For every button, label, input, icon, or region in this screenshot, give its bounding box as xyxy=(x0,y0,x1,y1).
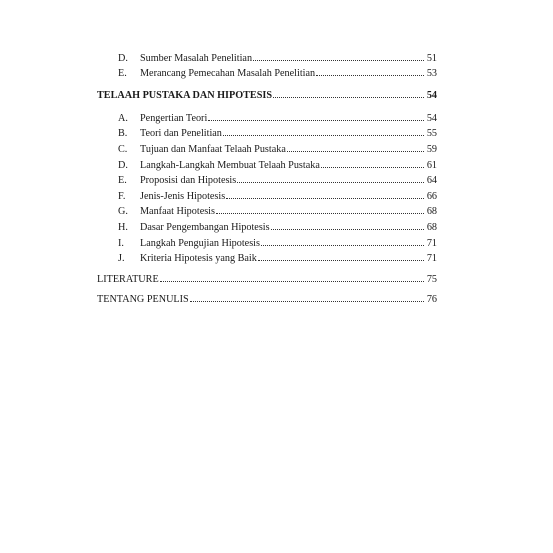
toc-entry-page: 61 xyxy=(426,159,437,171)
dot-leader xyxy=(216,213,424,214)
toc-entry-title: Sumber Masalah Penelitian xyxy=(140,52,253,64)
toc-entry-title: Proposisi dan Hipotesis xyxy=(140,175,237,187)
dot-leader xyxy=(321,167,424,168)
dot-leader xyxy=(271,229,424,230)
toc-entry-title: Tujuan dan Manfaat Telaah Pustaka xyxy=(140,143,286,155)
toc-entry-page: 53 xyxy=(426,68,437,80)
toc-section-page: 76 xyxy=(426,294,437,306)
dot-leader xyxy=(190,301,424,302)
dot-leader xyxy=(273,97,424,98)
toc-entry-title: Jenis-Jenis Hipotesis xyxy=(140,190,226,202)
toc-entry-page: 68 xyxy=(426,221,437,233)
spacer xyxy=(97,101,437,108)
toc-chapter-title: TELAAH PUSTAKA DAN HIPOTESIS xyxy=(97,90,273,102)
toc-entry-letter: I. xyxy=(118,237,124,249)
toc-entry-letter: G. xyxy=(118,206,128,218)
toc-entry-jenis-hipotesis[interactable] xyxy=(97,186,437,202)
toc-entry-letter: F. xyxy=(118,190,126,202)
dot-leader xyxy=(160,281,424,282)
toc-entry-dasar-pengembangan[interactable] xyxy=(97,217,437,233)
toc-entry-page: 66 xyxy=(426,190,437,202)
toc-entry-title: Teori dan Penelitian xyxy=(140,128,222,140)
toc-entry-page: 64 xyxy=(426,175,437,187)
toc-entry-page: 54 xyxy=(426,112,437,124)
toc-entry-title: Langkah Pengujian Hipotesis xyxy=(140,237,260,249)
dot-leader xyxy=(223,135,424,136)
toc-entry-langkah-telaah[interactable] xyxy=(97,155,437,171)
toc-entry-title: Dasar Pengembangan Hipotesis xyxy=(140,221,270,233)
toc-entry-title: Merancang Pemecahan Masalah Penelitian xyxy=(140,68,316,80)
table-of-contents xyxy=(97,48,437,305)
toc-entry-manfaat-hipotesis[interactable] xyxy=(97,202,437,218)
dot-leader xyxy=(208,120,424,121)
toc-entry-sumber-masalah[interactable] xyxy=(97,48,437,64)
toc-entry-title: Manfaat Hipotesis xyxy=(140,206,215,218)
toc-entry-letter: C. xyxy=(118,143,128,155)
toc-section-tentang-penulis[interactable] xyxy=(97,290,437,306)
toc-entry-title: Kriteria Hipotesis yang Baik xyxy=(140,253,257,265)
toc-chapter-telaah-pustaka[interactable] xyxy=(97,85,437,101)
dot-leader xyxy=(226,198,424,199)
toc-entry-page: 59 xyxy=(426,143,437,155)
toc-entry-letter: B. xyxy=(118,128,128,140)
toc-section-page: 75 xyxy=(426,273,437,285)
toc-entry-title: Pengertian Teori xyxy=(140,112,208,124)
toc-entry-merancang-pemecahan[interactable] xyxy=(97,64,437,80)
toc-entry-letter: H. xyxy=(118,221,128,233)
toc-entry-langkah-pengujian[interactable] xyxy=(97,233,437,249)
toc-entry-pengertian-teori[interactable] xyxy=(97,108,437,124)
dot-leader xyxy=(237,182,424,183)
toc-section-title: LITERATURE xyxy=(97,273,159,285)
toc-entry-page: 71 xyxy=(426,253,437,265)
toc-entry-page: 51 xyxy=(426,52,437,64)
toc-chapter-page: 54 xyxy=(426,90,437,102)
toc-entry-letter: D. xyxy=(118,52,128,64)
toc-entry-letter: E. xyxy=(118,175,127,187)
toc-entry-page: 71 xyxy=(426,237,437,249)
toc-entry-letter: J. xyxy=(118,253,125,265)
dot-leader xyxy=(261,245,424,246)
dot-leader xyxy=(287,151,424,152)
toc-entry-page: 68 xyxy=(426,206,437,218)
toc-section-literature[interactable] xyxy=(97,269,437,285)
toc-section-title: TENTANG PENULIS xyxy=(97,294,189,306)
toc-entry-proposisi[interactable] xyxy=(97,171,437,187)
dot-leader xyxy=(258,260,424,261)
toc-entry-tujuan-manfaat[interactable] xyxy=(97,139,437,155)
dot-leader xyxy=(253,60,424,61)
toc-entry-page: 55 xyxy=(426,128,437,140)
toc-entry-teori-penelitian[interactable] xyxy=(97,124,437,140)
toc-entry-letter: A. xyxy=(118,112,128,124)
toc-entry-letter: E. xyxy=(118,68,127,80)
toc-entry-kriteria-hipotesis[interactable] xyxy=(97,249,437,265)
toc-entry-title: Langkah-Langkah Membuat Telaah Pustaka xyxy=(140,159,320,171)
toc-entry-letter: D. xyxy=(118,159,128,171)
dot-leader xyxy=(316,75,424,76)
